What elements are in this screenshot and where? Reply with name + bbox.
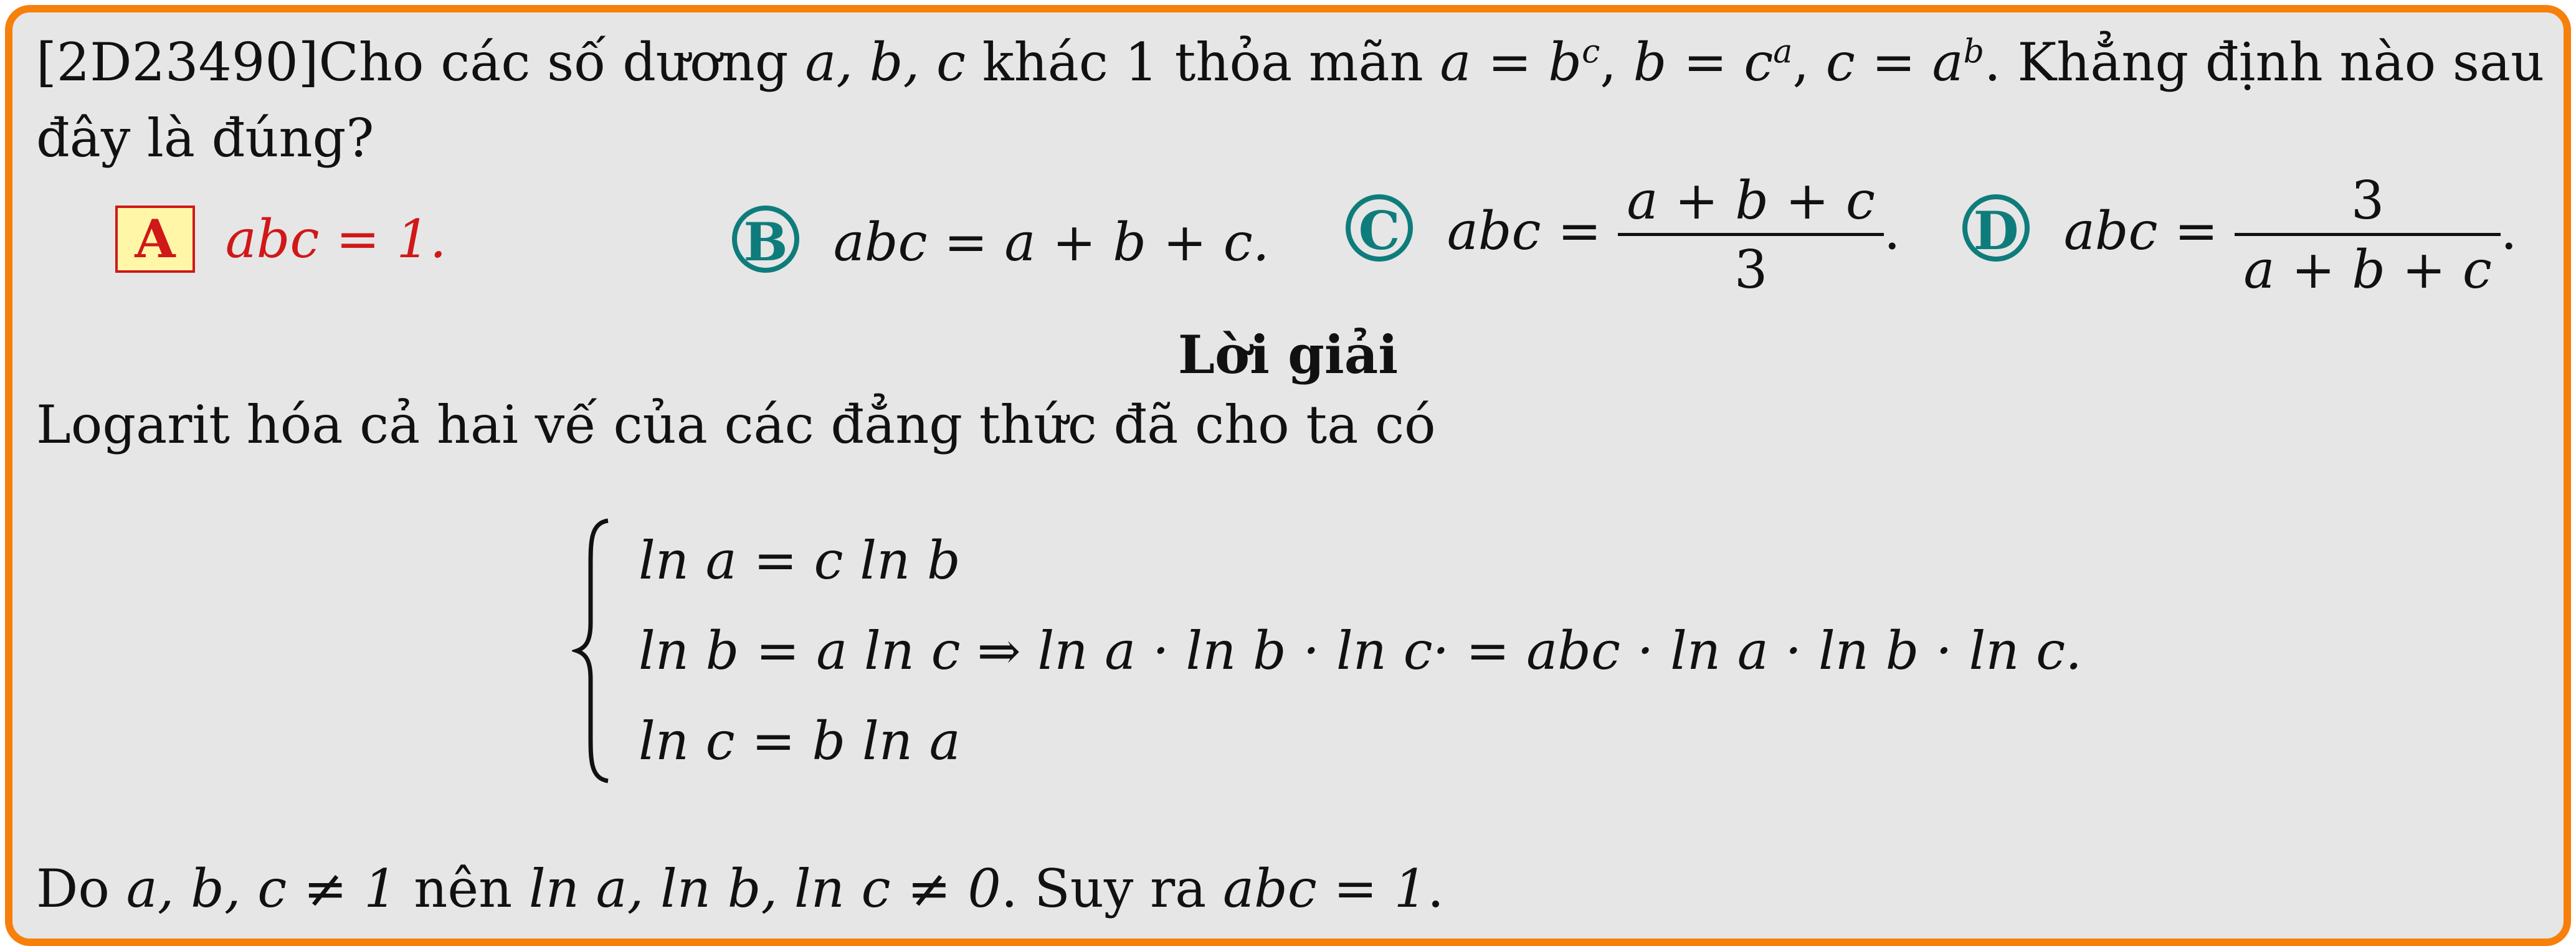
choice-b-badge: B	[732, 206, 799, 273]
condition-3-base: c = a	[1825, 32, 1964, 93]
choice-d-period: .	[2500, 200, 2517, 262]
choice-d-denominator: a + b + c	[2243, 239, 2492, 300]
choice-d-fraction	[2235, 170, 2500, 300]
choice-c-numerator: a + b + c	[1618, 174, 1883, 236]
condition-1-exp: c	[1582, 33, 1600, 71]
conclusion-period: .	[1427, 858, 1444, 919]
system-eq-2-row	[639, 620, 2082, 681]
problem-line-2: đây là đúng?	[36, 108, 374, 169]
choice-d-lhs: abc =	[2063, 200, 2218, 262]
condition-2	[1633, 32, 1793, 93]
conclusion-text: Do	[36, 858, 126, 919]
choice-d-numerator: 3	[2235, 174, 2500, 236]
choice-c-lhs: abc =	[1447, 200, 1602, 262]
solution-intro: Logarit hóa cả hai vế của các đẳng thức đã cho ta có	[36, 394, 1436, 455]
choice-b-text: abc = a + b + c.	[833, 212, 1270, 273]
choice-c-period: .	[1883, 200, 1901, 262]
conclusion-logs: ln a, ln b, ln c ≠ 0	[528, 858, 1001, 919]
choice-a[interactable]	[115, 206, 447, 273]
problem-text: . Khẳng định nào sau	[1984, 32, 2545, 93]
condition-3	[1826, 32, 1984, 93]
problem-text: khác 1 thỏa mãn	[966, 32, 1440, 93]
problem-text: [2D23490]Cho các số dương	[36, 32, 806, 93]
choice-b[interactable]	[732, 206, 1270, 273]
choice-c-badge: C	[1346, 194, 1413, 262]
system-implication: ⇒ ln a · ln b · ln c· = abc · ln a · ln b · ln c.	[977, 620, 2082, 681]
choice-d[interactable]	[1962, 170, 2517, 300]
variables: a, b, c	[805, 32, 966, 93]
condition-1-base: a = b	[1440, 32, 1582, 93]
choice-a-badge: A	[115, 206, 195, 273]
solution-title: Lời giải	[1177, 324, 1399, 385]
system-eq-2: ln b = a ln c	[639, 620, 961, 681]
solution-conclusion	[36, 858, 1444, 919]
problem-line-1: [2D23490]Cho các số dương a, b, c khác 1 thỏa mãn $a = b^c$, $b = c^a$, $c = a^b$. Khẳng định nào sau	[36, 32, 2545, 93]
choice-a-text: abc = 1.	[225, 209, 447, 270]
conclusion-text: nên	[397, 858, 529, 919]
choice-c[interactable]	[1346, 170, 1901, 300]
system-brace	[572, 517, 615, 785]
conclusion-result: abc = 1	[1222, 858, 1428, 919]
condition-1	[1440, 32, 1600, 93]
condition-3-exp: b	[1963, 33, 1984, 71]
condition-2-base: b = c	[1633, 32, 1774, 93]
choice-c-denominator: 3	[1734, 239, 1768, 300]
system-eq-1: ln a = c ln b	[639, 530, 961, 591]
condition-2-exp: a	[1773, 33, 1793, 71]
problem-card	[5, 5, 2571, 946]
choice-c-fraction	[1618, 170, 1883, 300]
conclusion-text: . Suy ra	[1000, 858, 1223, 919]
conclusion-vars: a, b, c ≠ 1	[126, 858, 397, 919]
choice-d-badge: D	[1962, 194, 2030, 262]
system-eq-3: ln c = b ln a	[639, 711, 961, 772]
